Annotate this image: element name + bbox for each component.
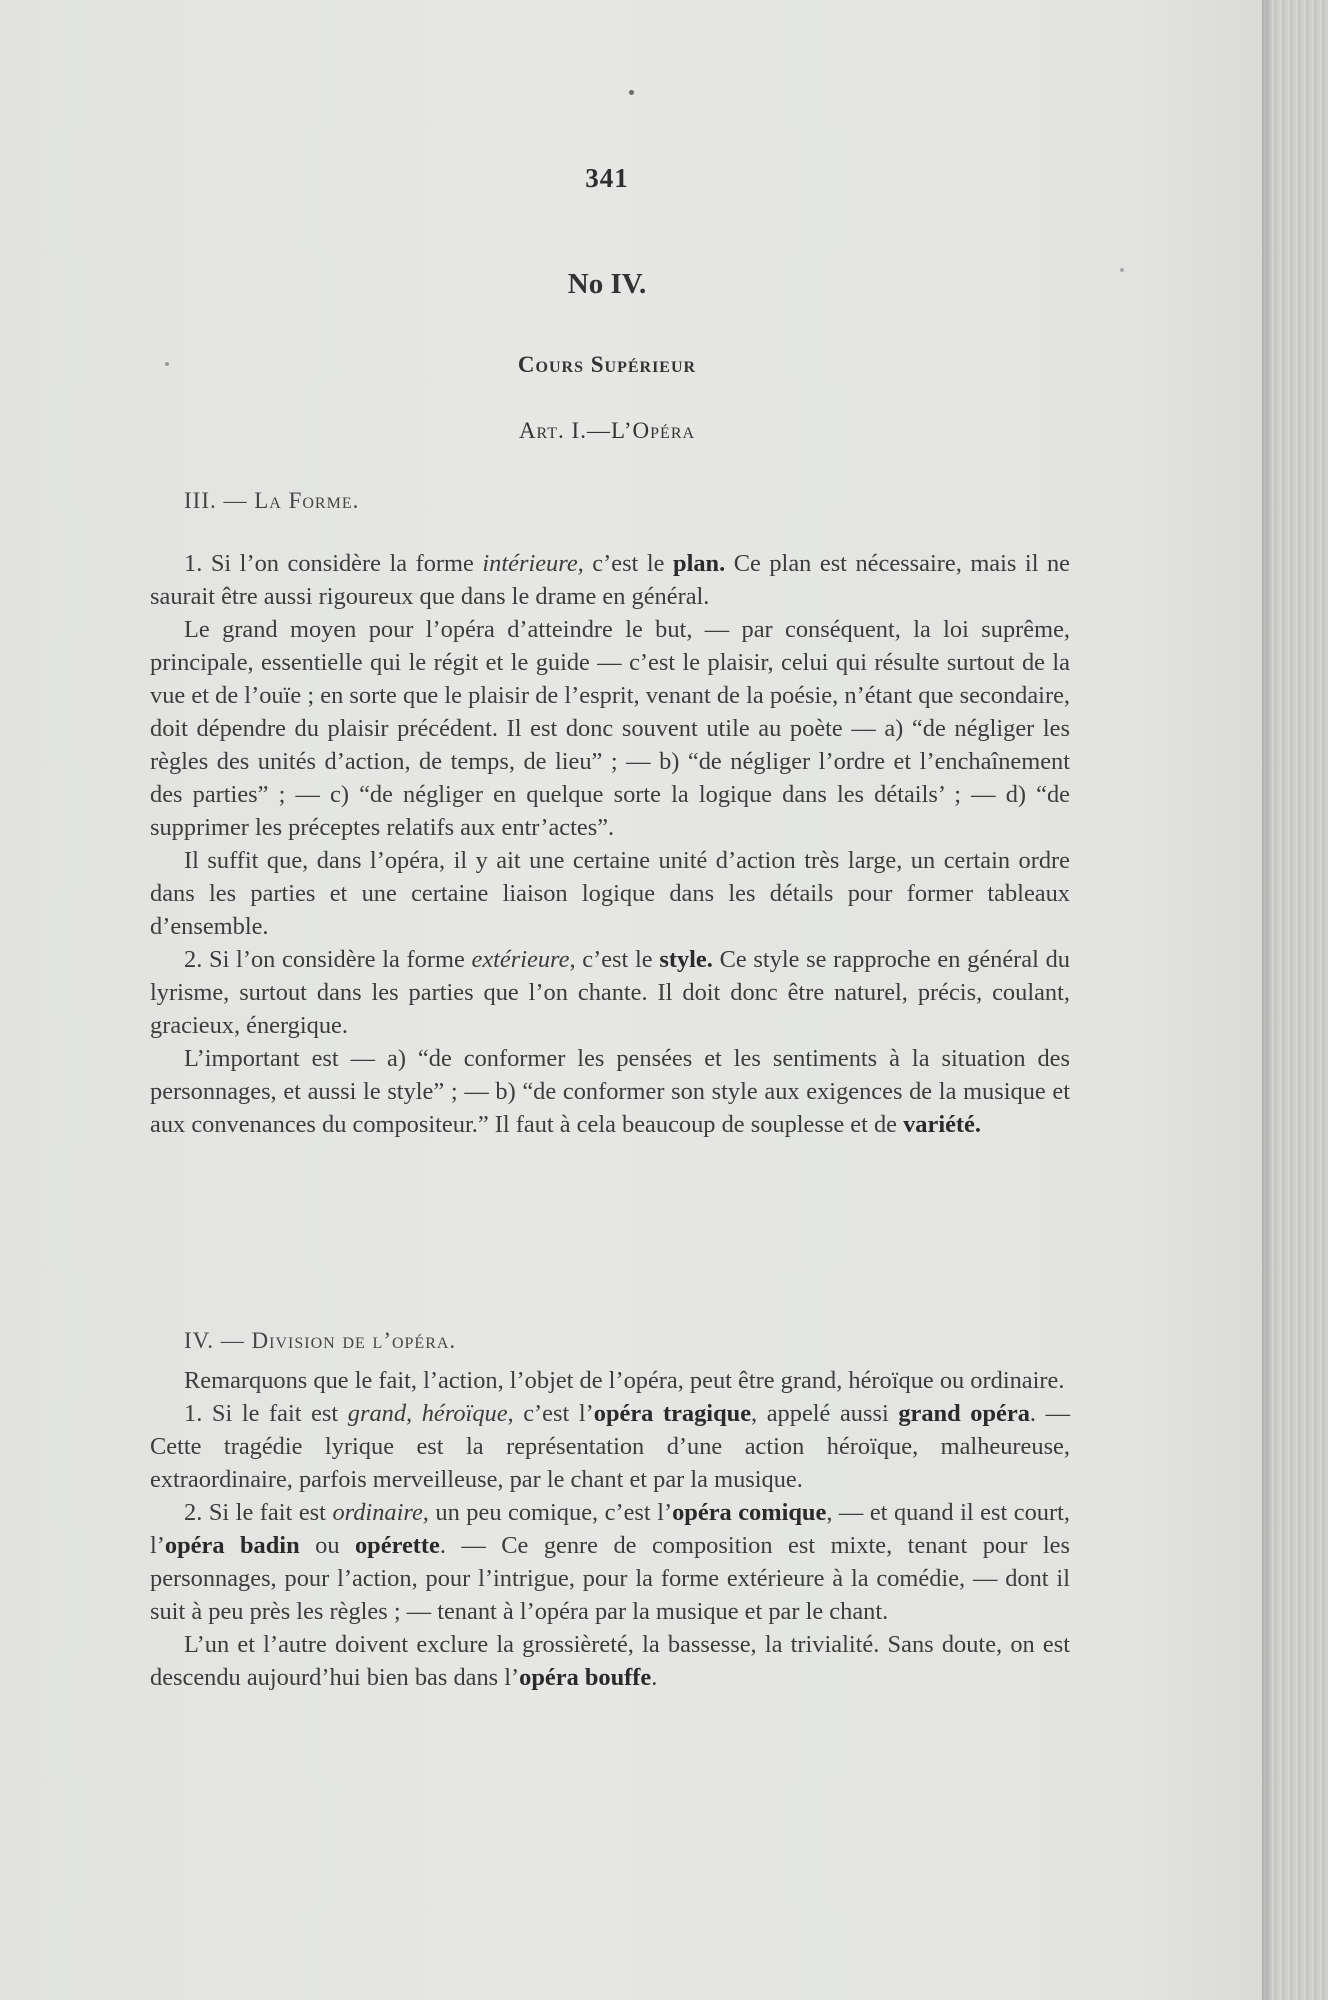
paragraph: 2. Si l’on considère la forme extérieure, c’est le style. Ce style se rapproche en général du lyrisme, surtout dans les parties que l’on chante. Il doit donc être naturel, précis, coulant, gracieux, énergique.: [150, 946, 1071, 1039]
binding-shadow: [1262, 0, 1274, 2000]
section-heading-division: IV. — Division de l’opéra.: [184, 1328, 457, 1353]
section-division-body: [150, 1364, 1070, 1694]
paragraph: Le grand moyen pour l’opéra d’atteindre le but, — par conséquent, la loi suprême, principale, essentielle qui le régit et le guide — c’est le plaisir, celui qui résulte surtout de la vue et de l’ouïe ; en sorte que le plaisir de l’esprit, venant de la poésie, n’étant que secondaire, doit dépendre du plaisir précédent. Il est donc souvent utile au poète — a) “de négliger les règles des unités d’action, de temps, de lieu” ; — b) “de négliger l’ordre et l’enchaînement des parties” ; — c) “de négliger en quelque sorte la logique dans les détails’ ; — d) “de supprimer les préceptes relatifs aux entr’actes”.: [150, 616, 1070, 841]
paragraph: Remarquons que le fait, l’action, l’objet de l’opéra, peut être grand, héroïque ou ordinaire.: [184, 1367, 1065, 1394]
number-heading: No IV.: [567, 268, 647, 300]
course-heading: Cours Supérieur: [517, 352, 697, 377]
ink-speck: [629, 90, 634, 95]
paragraph: Il suffit que, dans l’opéra, il y ait une certaine unité d’action très large, un certain ordre dans les parties et une certaine liaison logique dans les détails pour former tableaux d’ensemble.: [150, 847, 1070, 940]
paragraph: L’un et l’autre doivent exclure la grossièreté, la bassesse, la trivialité. Sans doute, on est descendu aujourd’hui bien bas dans l’opéra bouffe.: [150, 1631, 1070, 1691]
paragraph: L’important est — a) “de conformer les pensées et les sentiments à la situation des personnages, et aussi le style” ; — b) “de conformer son style aux exigences de la musique et aux convenances du compositeur.” Il faut à cela beaucoup de souplesse et de variété.: [150, 1045, 1070, 1138]
article-heading: Art. I.—L’Opéra: [518, 418, 696, 443]
book-binding-edge: [1262, 0, 1328, 2000]
page-number: 341: [585, 163, 629, 193]
paragraph: 1. Si l’on considère la forme intérieure, c’est le plan. Ce plan est nécessaire, mais il ne saurait être aussi rigoureux que dans le drame en général.: [150, 550, 1071, 610]
paragraph: 2. Si le fait est ordinaire, un peu comique, c’est l’opéra comique, — et quand il est court, l’opéra badin ou opérette. — Ce genre de composition est mixte, tenant pour les personnages, pour l’action, pour l’intrigue, pour la forme extérieure à la comédie, — dont il suit à peu près les règles ; — tenant à l’opéra par la musique et par le chant.: [150, 1499, 1071, 1625]
section-heading-forme: III. — La Forme.: [184, 488, 360, 513]
section-forme-body: [150, 547, 1070, 1141]
paragraph: 1. Si le fait est grand, héroïque, c’est l’opéra tragique, appelé aussi grand opéra. — Cette tragédie lyrique est la représentation d’une action héroïque, malheureuse, extraordinaire, parfois merveilleuse, par le chant et par la musique.: [150, 1400, 1070, 1493]
